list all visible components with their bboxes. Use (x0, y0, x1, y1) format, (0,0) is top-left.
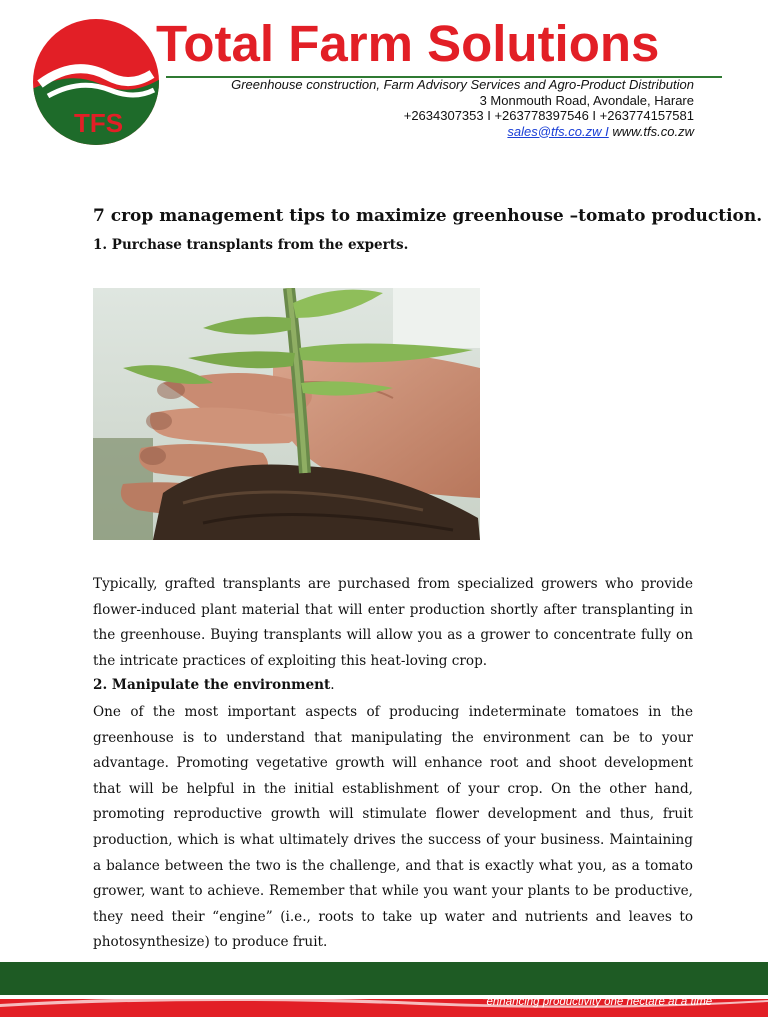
logo-text: TFS (74, 108, 124, 138)
company-address: 3 Monmouth Road, Avondale, Harare (479, 92, 694, 108)
header-contact-block (134, 77, 694, 139)
email-link[interactable]: sales@tfs.co.zw I (507, 123, 609, 139)
brand-name: Total Farm Solutions (156, 15, 660, 72)
contact-line (134, 124, 694, 140)
section-2-heading-text: 2. Manipulate the environment (93, 677, 331, 693)
company-phones: +2634307353 I +263778397546 I +263774157581 (403, 108, 694, 123)
website-text[interactable]: www.tfs.co.zw (612, 123, 694, 139)
company-tagline: Greenhouse construction, Farm Advisory Services and Agro-Product Distribution (231, 77, 694, 92)
section-2-heading-period: . (330, 677, 335, 693)
seedling-photo (93, 288, 480, 540)
section-1-body: Typically, grafted transplants are purchased from specialized growers who provide flower-induced plant material that will enter production shortly after transplanting in the greenhouse. Buying transplants will allow you as a grower to concentrate fully on the intricate practices of exploiting this heat-loving crop. (93, 576, 693, 669)
section-2-heading (93, 673, 693, 698)
footer-slogan: “enhancing productivity one hectare at a time” (482, 996, 716, 1008)
article-title: 7 crop management tips to maximize greenhouse –tomato production. (93, 206, 763, 226)
footer-band (0, 962, 768, 1024)
section-1-heading: 1. Purchase transplants from the experts. (93, 237, 409, 253)
section-2-body: One of the most important aspects of producing indeterminate tomatoes in the greenhouse is to understand that manipulating the environment can be to your advantage. Promoting vegetative growth will enhance root and shoot development that will be helpful in the initial establishment of your crop. On the other hand, promoting reproductive growth will stimulate flower development and thus, fruit production, which is what ultimately drives the success of your business. Maintaining a balance between the two is the challenge, and that is exactly what you, as a tomato grower, want to achieve. Remember that while you want your plants to be productive, they need their “engine” (i.e., roots to take up water and nutrients and leaves to photosynthesize) to produce fruit. (93, 704, 693, 951)
